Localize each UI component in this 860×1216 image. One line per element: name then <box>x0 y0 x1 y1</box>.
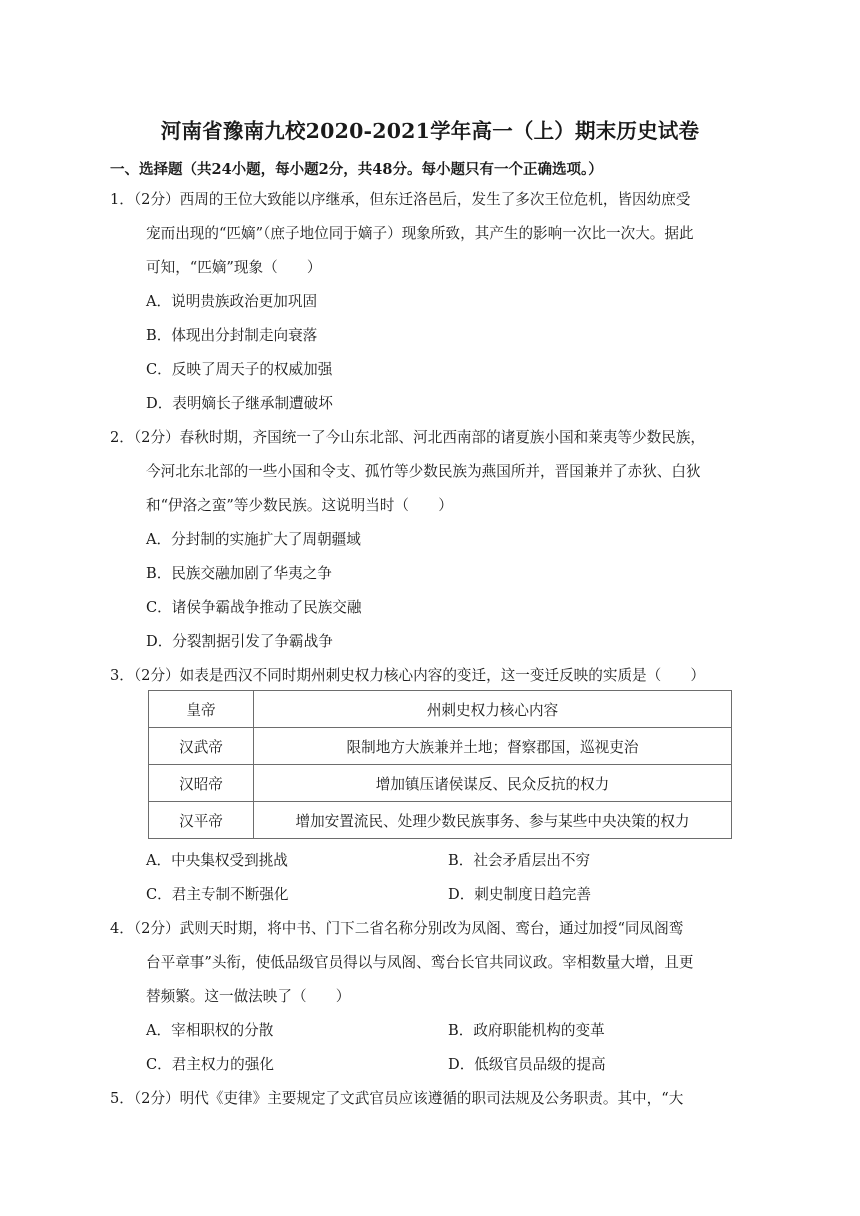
table-header-cell: 州刺史权力核心内容 <box>254 691 732 728</box>
q3-table <box>148 690 732 839</box>
q5-stem-line-1: 5．（2分）明代《吏律》主要规定了文武官员应该遵循的职司法规及公务职责。其中，“大 <box>110 1090 684 1107</box>
q4-stem-line-2: 台平章事”头衔，使低品级官员得以与凤阁、鸾台长官共同议政。宰相数量大增，且更 <box>146 954 694 971</box>
q1-option-c[interactable]: C．反映了周天子的权威加强 <box>146 361 333 378</box>
q2-option-c[interactable]: C．诸侯争霸战争推动了民族交融 <box>146 599 362 616</box>
q4-stem-line-3: 替频繁。这一做法映了（ ） <box>146 988 351 1005</box>
q2-option-b[interactable]: B．民族交融加剧了华夷之争 <box>146 565 332 582</box>
q2-stem-line-2: 今河北东北部的一些小国和令支、孤竹等少数民族为燕国所并，晋国兼并了赤狄、白狄 <box>146 463 701 480</box>
table-cell: 汉平帝 <box>149 802 254 839</box>
q1-stem-line-3: 可知，“匹嫡”现象（ ） <box>146 259 322 276</box>
q1-stem-line-2: 宠而出现的“匹嫡”（庶子地位同于嫡子）现象所致，其产生的影响一次比一次大。据此 <box>146 225 694 242</box>
q4-option-d[interactable]: D．低级官员品级的提高 <box>448 1056 606 1073</box>
table-cell: 限制地方大族兼并土地；督察郡国，巡视吏治 <box>254 728 732 765</box>
q1-option-d[interactable]: D．表明嫡长子继承制遭破坏 <box>146 395 333 412</box>
q4-option-c[interactable]: C．君主权力的强化 <box>146 1056 274 1073</box>
page-title: 河南省豫南九校2020-2021学年高一（上）期末历史试卷 <box>160 119 700 143</box>
table-header-row <box>149 691 732 728</box>
table-row <box>149 765 732 802</box>
table-cell: 汉昭帝 <box>149 765 254 802</box>
table-cell: 汉武帝 <box>149 728 254 765</box>
q3-stem-line-1: 3．（2分）如表是西汉不同时期州刺史权力核心内容的变迁，这一变迁反映的实质是（ ） <box>110 667 706 684</box>
q2-option-d[interactable]: D．分裂割据引发了争霸战争 <box>146 633 333 650</box>
q4-option-b[interactable]: B．政府职能机构的变革 <box>448 1022 605 1039</box>
q3-option-b[interactable]: B．社会矛盾层出不穷 <box>448 852 591 869</box>
q3-option-c[interactable]: C．君主专制不断强化 <box>146 886 289 903</box>
q2-stem-line-1: 2．（2分）春秋时期，齐国统一了今山东北部、河北西南部的诸夏族小国和莱夷等少数民族， <box>110 429 706 446</box>
q1-option-a[interactable]: A．说明贵族政治更加巩固 <box>146 293 318 310</box>
q3-option-d[interactable]: D．刺史制度日趋完善 <box>448 886 592 903</box>
table-header-cell: 皇帝 <box>149 691 254 728</box>
q3-option-a[interactable]: A．中央集权受到挑战 <box>146 852 288 869</box>
q1-stem-line-1: 1．（2分）西周的王位大致能以序继承，但东迁洛邑后，发生了多次王位危机，皆因幼庶受 <box>110 191 691 208</box>
q2-stem-line-3: 和“伊洛之蛮”等少数民族。这说明当时（ ） <box>146 497 453 514</box>
section-heading: 一、选择题（共24小题，每小题2分，共48分。每小题只有一个正确选项。） <box>110 161 603 178</box>
table-row <box>149 802 732 839</box>
q4-option-a[interactable]: A．宰相职权的分散 <box>146 1022 274 1039</box>
table-cell: 增加镇压诸侯谋反、民众反抗的权力 <box>254 765 732 802</box>
table-row <box>149 728 732 765</box>
q2-option-a[interactable]: A．分封制的实施扩大了周朝疆域 <box>146 531 361 548</box>
q1-option-b[interactable]: B．体现出分封制走向衰落 <box>146 327 318 344</box>
table-cell: 增加安置流民、处理少数民族事务、参与某些中央决策的权力 <box>254 802 732 839</box>
q4-stem-line-1: 4．（2分）武则天时期，将中书、门下二省名称分别改为凤阁、鸾台，通过加授“同凤阁鸾 <box>110 920 684 937</box>
